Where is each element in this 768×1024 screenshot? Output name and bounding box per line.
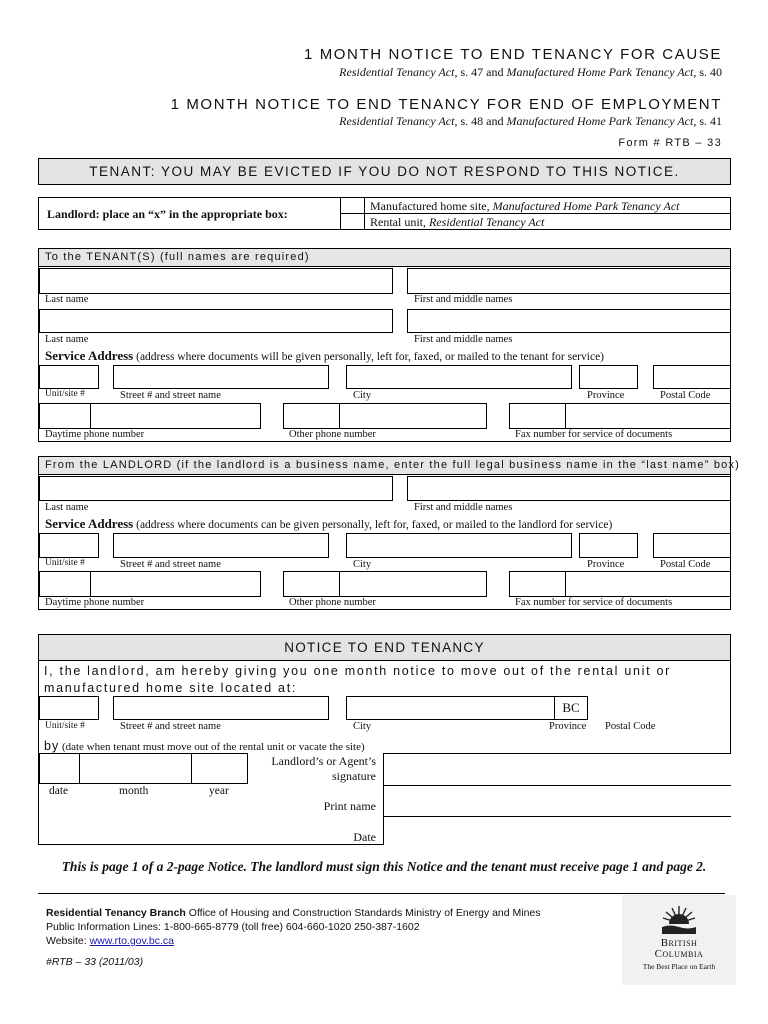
tenant-postal-code-label: Postal Code xyxy=(660,390,711,401)
footer-info-lines: Public Information Lines: 1-800-665-8779 (toll free) 604-660-1020 250-387-1602 xyxy=(46,921,420,933)
tenant-fax-label: Fax number for service of documents xyxy=(515,429,673,440)
tenant-day-phone-label: Daytime phone number xyxy=(45,429,145,440)
website-label: Website: xyxy=(46,935,90,947)
act-name: Manufactured Home Park Tenancy Act xyxy=(506,65,694,79)
tenant-street-label: Street # and street name xyxy=(120,390,221,401)
logo-line1: British xyxy=(660,937,698,949)
move-out-year-field[interactable] xyxy=(191,753,248,784)
option-rental-unit xyxy=(365,214,730,230)
notice-heading: NOTICE TO END TENANCY xyxy=(39,635,730,661)
footer-website xyxy=(46,935,174,947)
signature-date-field[interactable] xyxy=(383,816,731,845)
office-names: Office of Housing and Construction Standards Ministry of Energy and Mines xyxy=(185,907,541,919)
checkbox-manufactured-home[interactable] xyxy=(340,198,365,214)
tenant-service-address-caption xyxy=(45,348,604,364)
act-name: Manufactured Home Park Tenancy Act xyxy=(506,114,694,128)
tenant-province-field[interactable] xyxy=(579,365,638,389)
tenant-other-phone-label: Other phone number xyxy=(289,429,376,440)
move-out-month-field[interactable] xyxy=(79,753,192,784)
landlord-province-field[interactable] xyxy=(579,533,638,558)
service-address-note: (address where documents will be given personally, left for, faxed, or mailed to the tenant for service) xyxy=(133,351,604,363)
form-title-cause: 1 MONTH NOTICE TO END TENANCY FOR CAUSE xyxy=(303,46,722,63)
rental-type-label: Landlord: place an “x” in the appropriate box: xyxy=(47,207,288,221)
page-note: This is page 1 of a 2-page Notice. The landlord must sign this Notice and the tenant must receive page 1 and page 2. xyxy=(61,859,707,874)
notice-province-label: Province xyxy=(549,721,587,732)
signature-label-line1: Landlord’s or Agent’s xyxy=(271,754,376,768)
notice-province-field[interactable]: BC xyxy=(554,696,588,720)
landlord-section-heading: From the LANDLORD (if the landlord is a business name, enter the full legal business name in the “last name” box) xyxy=(39,457,730,475)
landlord-first-names-label: First and middle names xyxy=(414,502,513,513)
landlord-day-phone-field[interactable] xyxy=(90,571,261,597)
form-number: Form # RTB – 33 xyxy=(618,137,722,149)
landlord-province-label: Province xyxy=(587,559,625,570)
tenant-province-label: Province xyxy=(587,390,625,401)
tenant-city-label: City xyxy=(353,390,372,401)
bc-logo xyxy=(622,895,736,985)
move-out-day-field[interactable] xyxy=(39,753,80,784)
print-name-field[interactable] xyxy=(383,785,731,817)
form-subtitle-cause xyxy=(339,65,722,80)
landlord-other-phone-label: Other phone number xyxy=(289,597,376,608)
move-out-day-label: date xyxy=(49,785,69,797)
section-ref: , s. 47 and xyxy=(454,65,507,79)
option-text: Rental unit, xyxy=(370,215,429,229)
logo-line2: Columbia xyxy=(654,948,704,960)
checkbox-rental-unit[interactable] xyxy=(340,214,365,230)
logo-tagline: The Best Place on Earth xyxy=(642,962,716,971)
move-out-month-label: month xyxy=(119,785,149,797)
tenant-2-first-names-label: First and middle names xyxy=(414,334,513,345)
tenant-section xyxy=(38,248,731,442)
landlord-city-label: City xyxy=(353,559,372,570)
section-ref: , s. 41 xyxy=(693,114,722,128)
tenant-city-field[interactable] xyxy=(346,365,572,389)
move-out-year-label: year xyxy=(209,785,229,797)
landlord-other-phone-area-field[interactable] xyxy=(283,571,340,597)
service-address-label: Service Address xyxy=(45,516,134,531)
tenant-2-last-name-label: Last name xyxy=(45,334,89,345)
tenant-1-last-name-field[interactable] xyxy=(39,268,393,294)
by-label: by xyxy=(44,739,60,753)
landlord-postal-code-field[interactable] xyxy=(653,533,731,558)
notice-city-field[interactable] xyxy=(346,696,572,720)
form-subtitle-employment xyxy=(339,114,722,129)
landlord-postal-code-label: Postal Code xyxy=(660,559,711,570)
notice-city-label: City xyxy=(353,721,372,732)
act-name: Residential Tenancy Act xyxy=(429,215,545,229)
option-text: Manufactured home site, xyxy=(370,199,493,213)
signature-field[interactable] xyxy=(383,753,731,786)
tenant-section-heading: To the TENANT(S) (full names are required) xyxy=(39,249,730,267)
footer-form-code: #RTB – 33 (2011/03) xyxy=(46,956,144,968)
notice-street-field[interactable] xyxy=(113,696,329,720)
tenant-other-phone-field[interactable] xyxy=(339,403,487,429)
branch-name: Residential Tenancy Branch xyxy=(46,907,186,919)
rental-type-selector xyxy=(38,197,731,230)
tenant-unit-label: Unit/site # xyxy=(45,389,85,399)
notice-statement-line2: manufactured home site located at: xyxy=(44,681,298,695)
tenant-2-first-names-field[interactable] xyxy=(407,309,731,333)
landlord-street-label: Street # and street name xyxy=(120,559,221,570)
signature-label-line2: signature xyxy=(332,769,376,783)
sun-icon xyxy=(660,903,698,935)
footer-branch-line xyxy=(46,907,541,919)
landlord-last-name-label: Last name xyxy=(45,502,89,513)
tenant-1-first-names-field[interactable] xyxy=(407,268,731,294)
act-name: Residential Tenancy Act xyxy=(339,114,455,128)
tenant-other-phone-area-field[interactable] xyxy=(283,403,340,429)
landlord-day-phone-area-field[interactable] xyxy=(39,571,91,597)
service-address-label: Service Address xyxy=(45,348,134,363)
print-name-label: Print name xyxy=(323,799,376,813)
tenant-fax-field[interactable] xyxy=(565,403,731,429)
move-out-date-note: (date when tenant must move out of the rental unit or vacate the site) xyxy=(59,741,365,753)
service-address-note: (address where documents can be given personally, left for, faxed, or mailed to the landlord for service) xyxy=(133,519,613,531)
tenant-fax-area-field[interactable] xyxy=(509,403,566,429)
move-out-date-caption xyxy=(44,739,365,753)
website-link[interactable]: www.rto.gov.bc.ca xyxy=(89,935,174,947)
landlord-last-name-field[interactable] xyxy=(39,476,393,501)
landlord-fax-field[interactable] xyxy=(565,571,731,597)
tenant-day-phone-area-field[interactable] xyxy=(39,403,91,429)
option-manufactured-home xyxy=(365,198,730,214)
landlord-other-phone-field[interactable] xyxy=(339,571,487,597)
landlord-section xyxy=(38,456,741,610)
section-ref: , s. 40 xyxy=(693,65,722,79)
landlord-service-address-caption xyxy=(45,516,612,532)
landlord-unit-label: Unit/site # xyxy=(45,558,85,568)
landlord-city-field[interactable] xyxy=(346,533,572,558)
landlord-fax-area-field[interactable] xyxy=(509,571,566,597)
act-name: Residential Tenancy Act xyxy=(339,65,455,79)
tenant-2-last-name-field[interactable] xyxy=(39,309,393,333)
notice-street-label: Street # and street name xyxy=(120,721,221,732)
notice-unit-label: Unit/site # xyxy=(45,721,85,731)
tenant-unit-field[interactable] xyxy=(39,365,99,389)
footer-divider xyxy=(38,893,725,894)
landlord-first-names-field[interactable] xyxy=(407,476,731,501)
notice-unit-field[interactable] xyxy=(39,696,99,720)
notice-section xyxy=(38,634,731,845)
signature-date-label: Date xyxy=(353,830,376,844)
tenant-street-field[interactable] xyxy=(113,365,329,389)
landlord-fax-label: Fax number for service of documents xyxy=(515,597,673,608)
tenant-postal-code-field[interactable] xyxy=(653,365,731,389)
tenant-1-last-name-label: Last name xyxy=(45,294,89,305)
form-title-employment: 1 MONTH NOTICE TO END TENANCY FOR END OF EMPLOYMENT xyxy=(170,96,722,113)
landlord-day-phone-label: Daytime phone number xyxy=(45,597,145,608)
notice-postal-code-label: Postal Code xyxy=(605,721,656,732)
act-name: Manufactured Home Park Tenancy Act xyxy=(492,199,680,213)
tenant-day-phone-field[interactable] xyxy=(90,403,261,429)
eviction-warning: TENANT: YOU MAY BE EVICTED IF YOU DO NOT RESPOND TO THIS NOTICE. xyxy=(38,158,731,185)
section-ref: , s. 48 and xyxy=(454,114,507,128)
landlord-unit-field[interactable] xyxy=(39,533,99,558)
tenant-1-first-names-label: First and middle names xyxy=(414,294,513,305)
notice-statement-line1: I, the landlord, am hereby giving you one month notice to move out of the rental unit or xyxy=(44,664,671,678)
landlord-street-field[interactable] xyxy=(113,533,329,558)
